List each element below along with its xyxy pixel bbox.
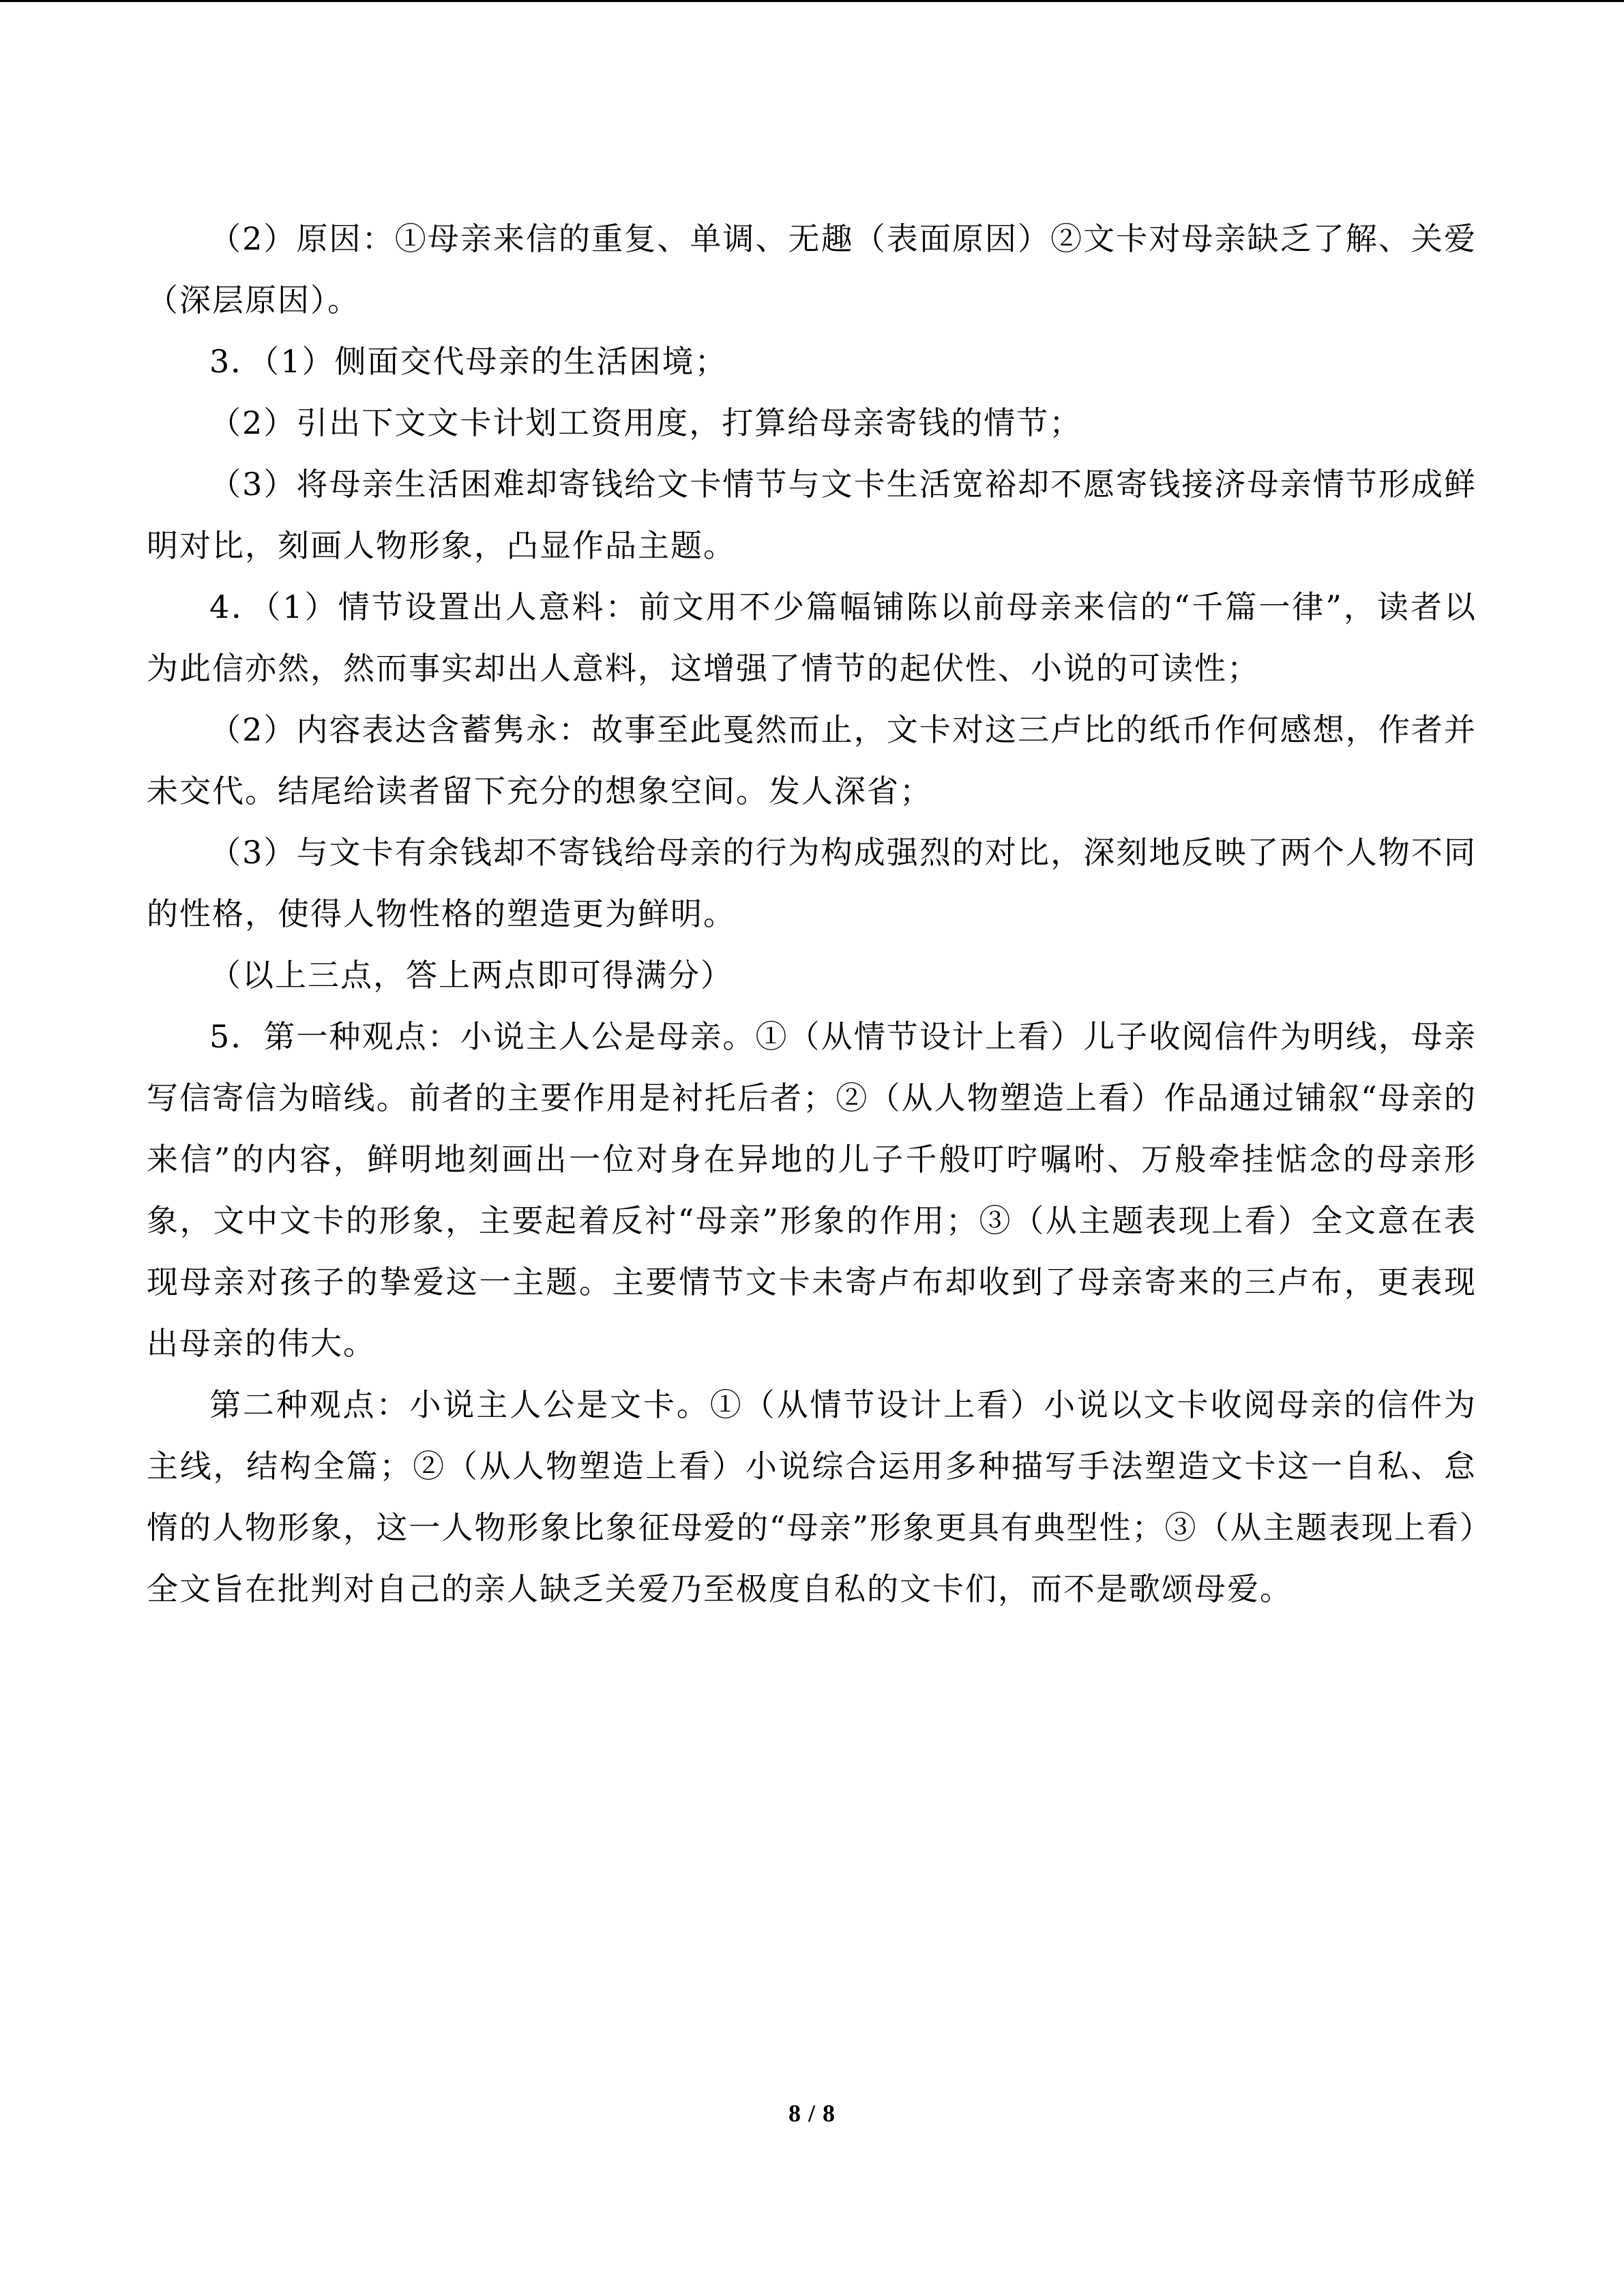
answer-paragraph: 5．第一种观点：小说主人公是母亲。①（从情节设计上看）儿子收阅信件为明线，母亲写信寄信为暗线。前者的主要作用是衬托后者；②（从人物塑造上看）作品通过铺叙“母亲的来信”的内容，鲜明地刻画出一位对身在异地的儿子千般叮咛嘱咐、万般牵挂惦念的母亲形象，文中文卡的形象，主要起着反衬“母亲”形象的作用；③（从主题表现上看）全文意在表现母亲对孩子的挚爱这一主题。主要情节文卡未寄卢布却收到了母亲寄来的三卢布，更表现出母亲的伟大。 [147,1018,1477,1362]
answer-paragraph: 第二种观点：小说主人公是文卡。①（从情节设计上看）小说以文卡收阅母亲的信件为主线，结构全篇；②（从人物塑造上看）小说综合运用多种描写手法塑造文卡这一自私、怠惰的人物形象，这一人物形象比象征母爱的“母亲”形象更具有典型性；③（从主题表现上看）全文旨在批判对自己的亲人缺乏关爱乃至极度自私的文卡们，而不是歌颂母爱。 [147,1386,1477,1607]
answer-paragraph: （3）与文卡有余钱却不寄钱给母亲的行为构成强烈的对比，深刻地反映了两个人物不同的性格，使得人物性格的塑造更为鲜明。 [147,834,1477,932]
answer-paragraph: 3．（1）侧面交代母亲的生活困境； [209,343,728,380]
answer-text-body [147,208,1477,1620]
page-number: 8 / 8 [788,2100,836,2127]
answer-paragraph: （3）将母亲生活困难却寄钱给文卡情节与文卡生活宽裕却不愿寄钱接济母亲情节形成鲜明对比，刻画人物形象，凸显作品主题。 [147,466,1477,564]
answer-paragraph: （2）引出下文文卡计划工资用度，打算给母亲寄钱的情节； [209,404,1082,441]
page-top-border [0,0,1624,2]
answer-paragraph: （2）原因：①母亲来信的重复、单调、无趣（表面原因）②文卡对母亲缺乏了解、关爱（深层原因）。 [147,220,1477,318]
answer-paragraph: （以上三点，答上两点即可得满分） [209,957,733,994]
answer-paragraph: （2）内容表达含蓄隽永：故事至此戛然而止，文卡对这三卢比的纸币作何感想，作者并未交代。结尾给读者留下充分的想象空间。发人深省； [147,711,1477,809]
answer-paragraph: 4．（1）情节设置出人意料：前文用不少篇幅铺陈以前母亲来信的“千篇一律”，读者以为此信亦然，然而事实却出人意料，这增强了情节的起伏性、小说的可读性； [147,588,1477,687]
